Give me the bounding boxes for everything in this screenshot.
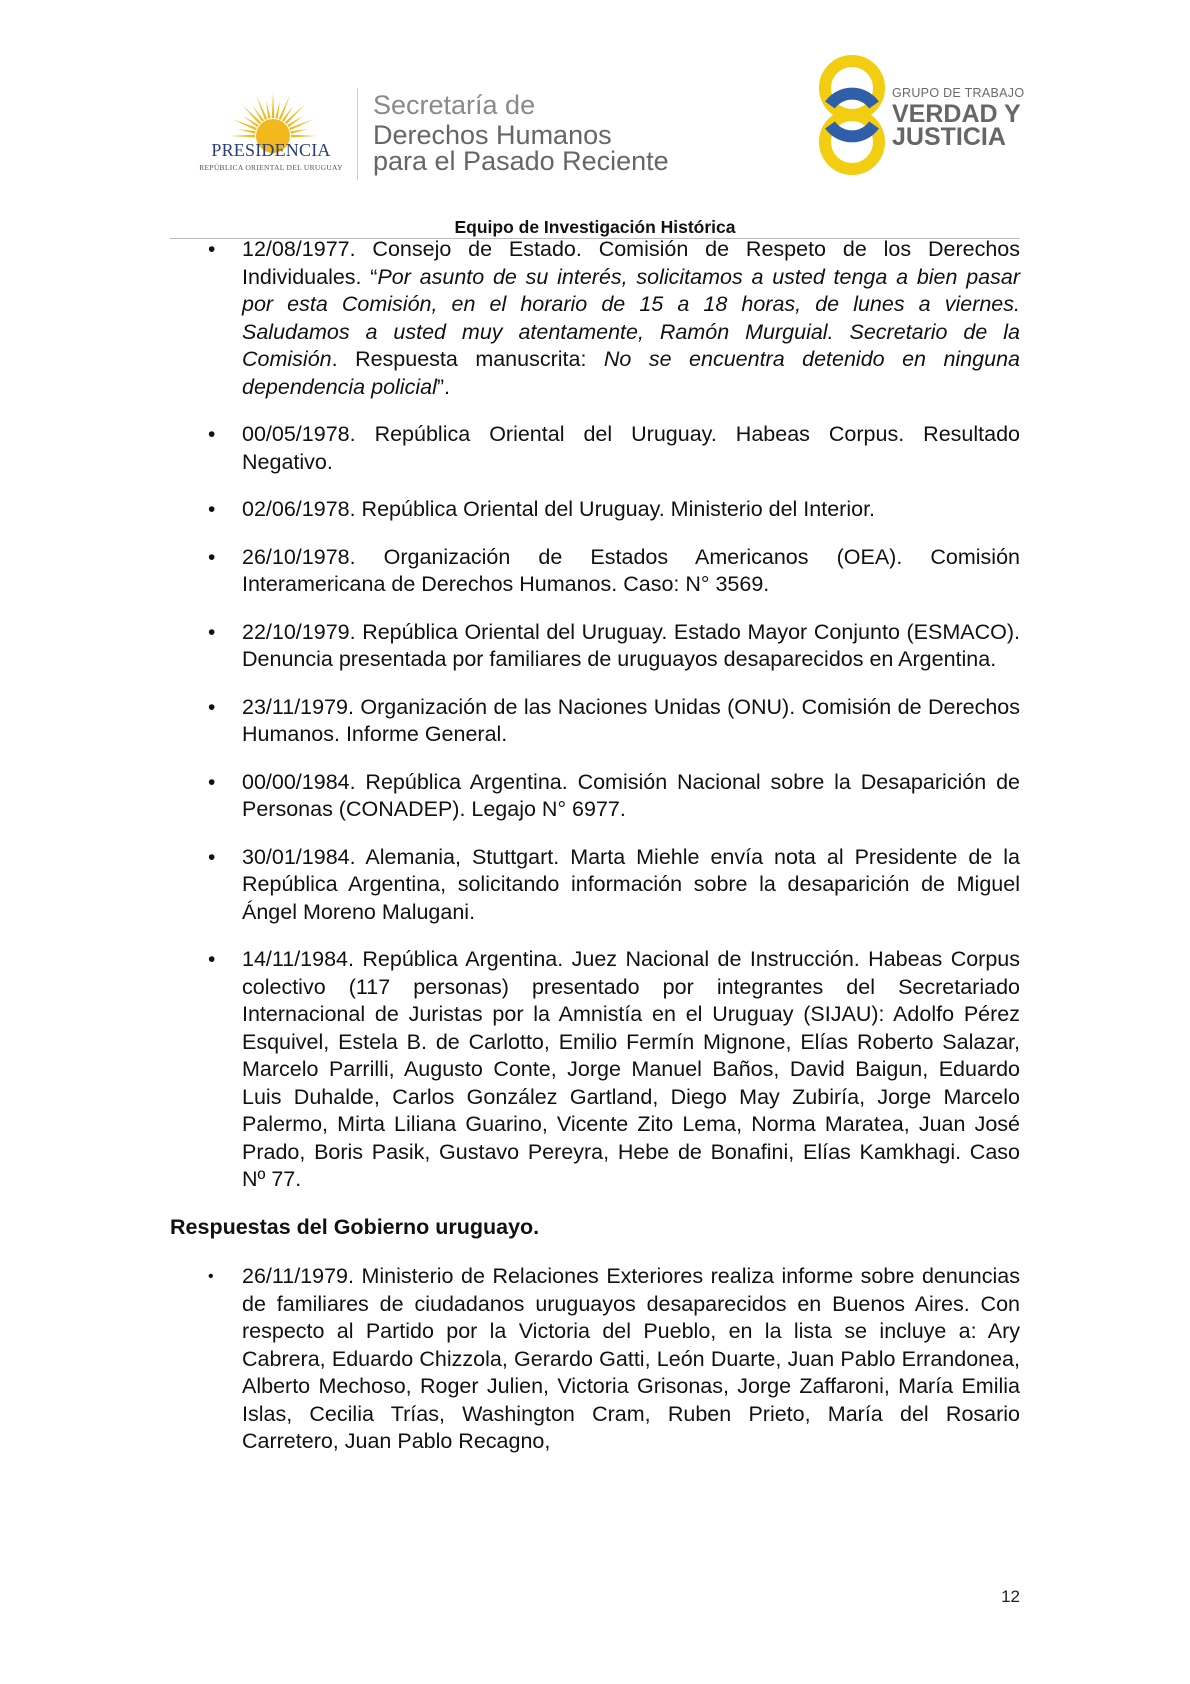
text-run: 26/10/1978. Organización de Estados Americanos (OEA). Comisión Interamericana de Derechos Humanos. Caso: N° 3569. [242, 544, 1020, 596]
response-entry [170, 1263, 1020, 1456]
chronology-entry [170, 844, 1020, 927]
sun-ray-icon [291, 135, 317, 138]
bullet-icon: • [208, 620, 216, 644]
sun-ray-icon [279, 95, 290, 120]
sun-ray-icon [290, 129, 308, 134]
sun-ray-icon [238, 129, 256, 134]
chronology-entry-text [242, 619, 1020, 674]
secretaria-line-2: Derechos Humanos [373, 120, 612, 150]
responses-list [170, 1263, 1020, 1456]
chronology-entry [170, 421, 1020, 476]
chronology-entry-text [242, 421, 1020, 476]
sun-ray-icon [256, 95, 267, 120]
chronology-entry [170, 619, 1020, 674]
text-run: 12/08/1977. Consejo de Estado. Comisión de Respeto de los Derechos Individuales. “ [242, 237, 1020, 289]
verdad-y-label: VERDAD Y [892, 100, 1021, 128]
secretaria-line-3: para el Pasado Reciente [373, 146, 669, 176]
team-title: Equipo de Investigación Histórica [454, 217, 736, 237]
chronology-entry [170, 946, 1020, 1194]
ring-middle-blue-icon [830, 94, 874, 105]
secretaria-line-1: Secretaría de [373, 90, 536, 120]
text-run: 14/11/1984. República Argentina. Juez Nacional de Instrucción. Habeas Corpus colectivo (117 personas) presentado por integrantes del Secretariado Internacional de Juristas por la Amnistía en el Uruguay (SIJAU): Adolfo Pérez Esquivel, Estela B. de Carlotto, Emilio Fermín Mignone, Elías Roberto Salazar, Marcelo Parrilli, Augusto Conte, Jorge Manuel Baños, David Baigun, Eduardo Luis Duhalde, Carlos González Gartland, Diego May Zubiría, Jorge Marcelo Palermo, Mirta Liliana Guarino, Vicente Zito Lema, Norma Maratea, Juan José Prado, Boris Pasik, Gustavo Pereyra, Hebe de Bonafini, Elías Kamkhagi. Caso Nº 77. [242, 947, 1020, 1191]
sun-ray-icon [243, 116, 259, 127]
chronology-entry [170, 236, 1020, 401]
verdad-justicia-rings-logo [812, 50, 892, 180]
bullet-icon: • [208, 498, 216, 521]
sun-ray-icon [266, 101, 271, 119]
sun-ray-icon [282, 106, 293, 122]
sun-ray-icon [229, 135, 255, 138]
chronology-entry-text [242, 844, 1020, 927]
italic-quote: Por asunto de su interés, solicitamos a usted tenga a bien pasar por esta Comisión, en el horario de 15 a 18 horas, de lunes a viernes. Saludamos a usted muy atentamente, Ramón Murguial. Secretario de la Comisión [242, 264, 1021, 371]
chronology-entry-text [242, 769, 1020, 824]
bullet-icon: • [208, 695, 216, 719]
chronology-entry-text [242, 946, 1020, 1194]
bullet-icon: • [208, 845, 216, 869]
page-number: 12 [1001, 1587, 1020, 1606]
chronology-entry [170, 544, 1020, 599]
chronology-entry-text [242, 496, 1020, 524]
chronology-entry-text [242, 694, 1020, 749]
bullet-icon: • [208, 423, 216, 446]
chronology-entry [170, 496, 1020, 524]
response-entry-text [242, 1263, 1020, 1456]
italic-quote: No se encuentra detenido en ninguna dependencia policial [242, 347, 1020, 399]
section-heading: Respuestas del Gobierno uruguayo. [170, 1214, 540, 1239]
sun-ray-icon [287, 116, 303, 127]
sun-ray-icon [275, 101, 280, 119]
justicia-label: JUSTICIA [892, 123, 1006, 151]
chronology-entry-text [242, 544, 1020, 599]
bullet-icon: • [208, 948, 216, 971]
text-run: 26/11/1979. Ministerio de Relaciones Exteriores realiza informe sobre denuncias de familiares de ciudadanos uruguayos desaparecidos en Buenos Aires. Con respecto al Partido por la Victoria del Pueblo, en la lista se incluye a: Ary Cabrera, Eduardo Chizzola, Gerardo Gatti, León Duarte, Juan Pablo Errandonea, Alberto Mechoso, Roger Julien, Victoria Grisonas, Jorge Zaffaroni, María Emilia Islas, Cecilia Trías, Washington Cram, Ruben Prieto, María del Rosario Carretero, Juan Pablo Recagno, [242, 1264, 1020, 1453]
chronology-entry-text [242, 236, 1020, 401]
bullet-icon: • [208, 545, 216, 569]
bullet-icon: • [208, 770, 216, 794]
sun-ray-icon [289, 119, 314, 130]
presidencia-wordmark: PRESIDENCIA [211, 140, 331, 160]
sun-ray-icon [253, 106, 264, 122]
text-run: 30/01/1984. Alemania, Stuttgart. Marta Miehle envía nota al Presidente de la República Argentina, solicitando información sobre la desaparición de Miguel Ángel Moreno Malugani. [242, 844, 1020, 924]
text-run: 23/11/1979. Organización de las Naciones Unidas (ONU). Comisión de Derechos Humanos. Informe General. [242, 694, 1020, 746]
grupo-trabajo-label: GRUPO DE TRABAJO [892, 86, 1025, 100]
sun-ray-icon [232, 119, 257, 130]
bullet-icon: • [208, 238, 216, 261]
bullet-icon: • [208, 1268, 214, 1285]
presidencia-subtitle: REPÚBLICA ORIENTAL DEL URUGUAY [199, 163, 343, 172]
chronology-entry [170, 694, 1020, 749]
chronology-list [170, 236, 1020, 1194]
text-run: 00/05/1978. República Oriental del Uruguay. Habeas Corpus. Resultado Negativo. [242, 422, 1020, 474]
document-body [170, 236, 1020, 1476]
page-header [0, 0, 1190, 250]
chronology-entry [170, 769, 1020, 824]
text-run: ”. [436, 374, 450, 399]
ring-middle-blue-lower-icon [830, 125, 874, 136]
sun-ray-icon [272, 92, 275, 118]
text-run: 00/00/1984. República Argentina. Comisión Nacional sobre la Desaparición de Personas (CONADEP). Legajo N° 6977. [242, 769, 1020, 821]
text-run: . Respuesta manuscrita: [331, 347, 604, 371]
text-run: 22/10/1979. República Oriental del Uruguay. Estado Mayor Conjunto (ESMACO). Denuncia presentada por familiares de uruguayos desaparecidos en Argentina. [242, 619, 1020, 671]
text-run: 02/06/1978. República Oriental del Uruguay. Ministerio del Interior. [242, 497, 876, 521]
logo-divider [357, 88, 358, 180]
